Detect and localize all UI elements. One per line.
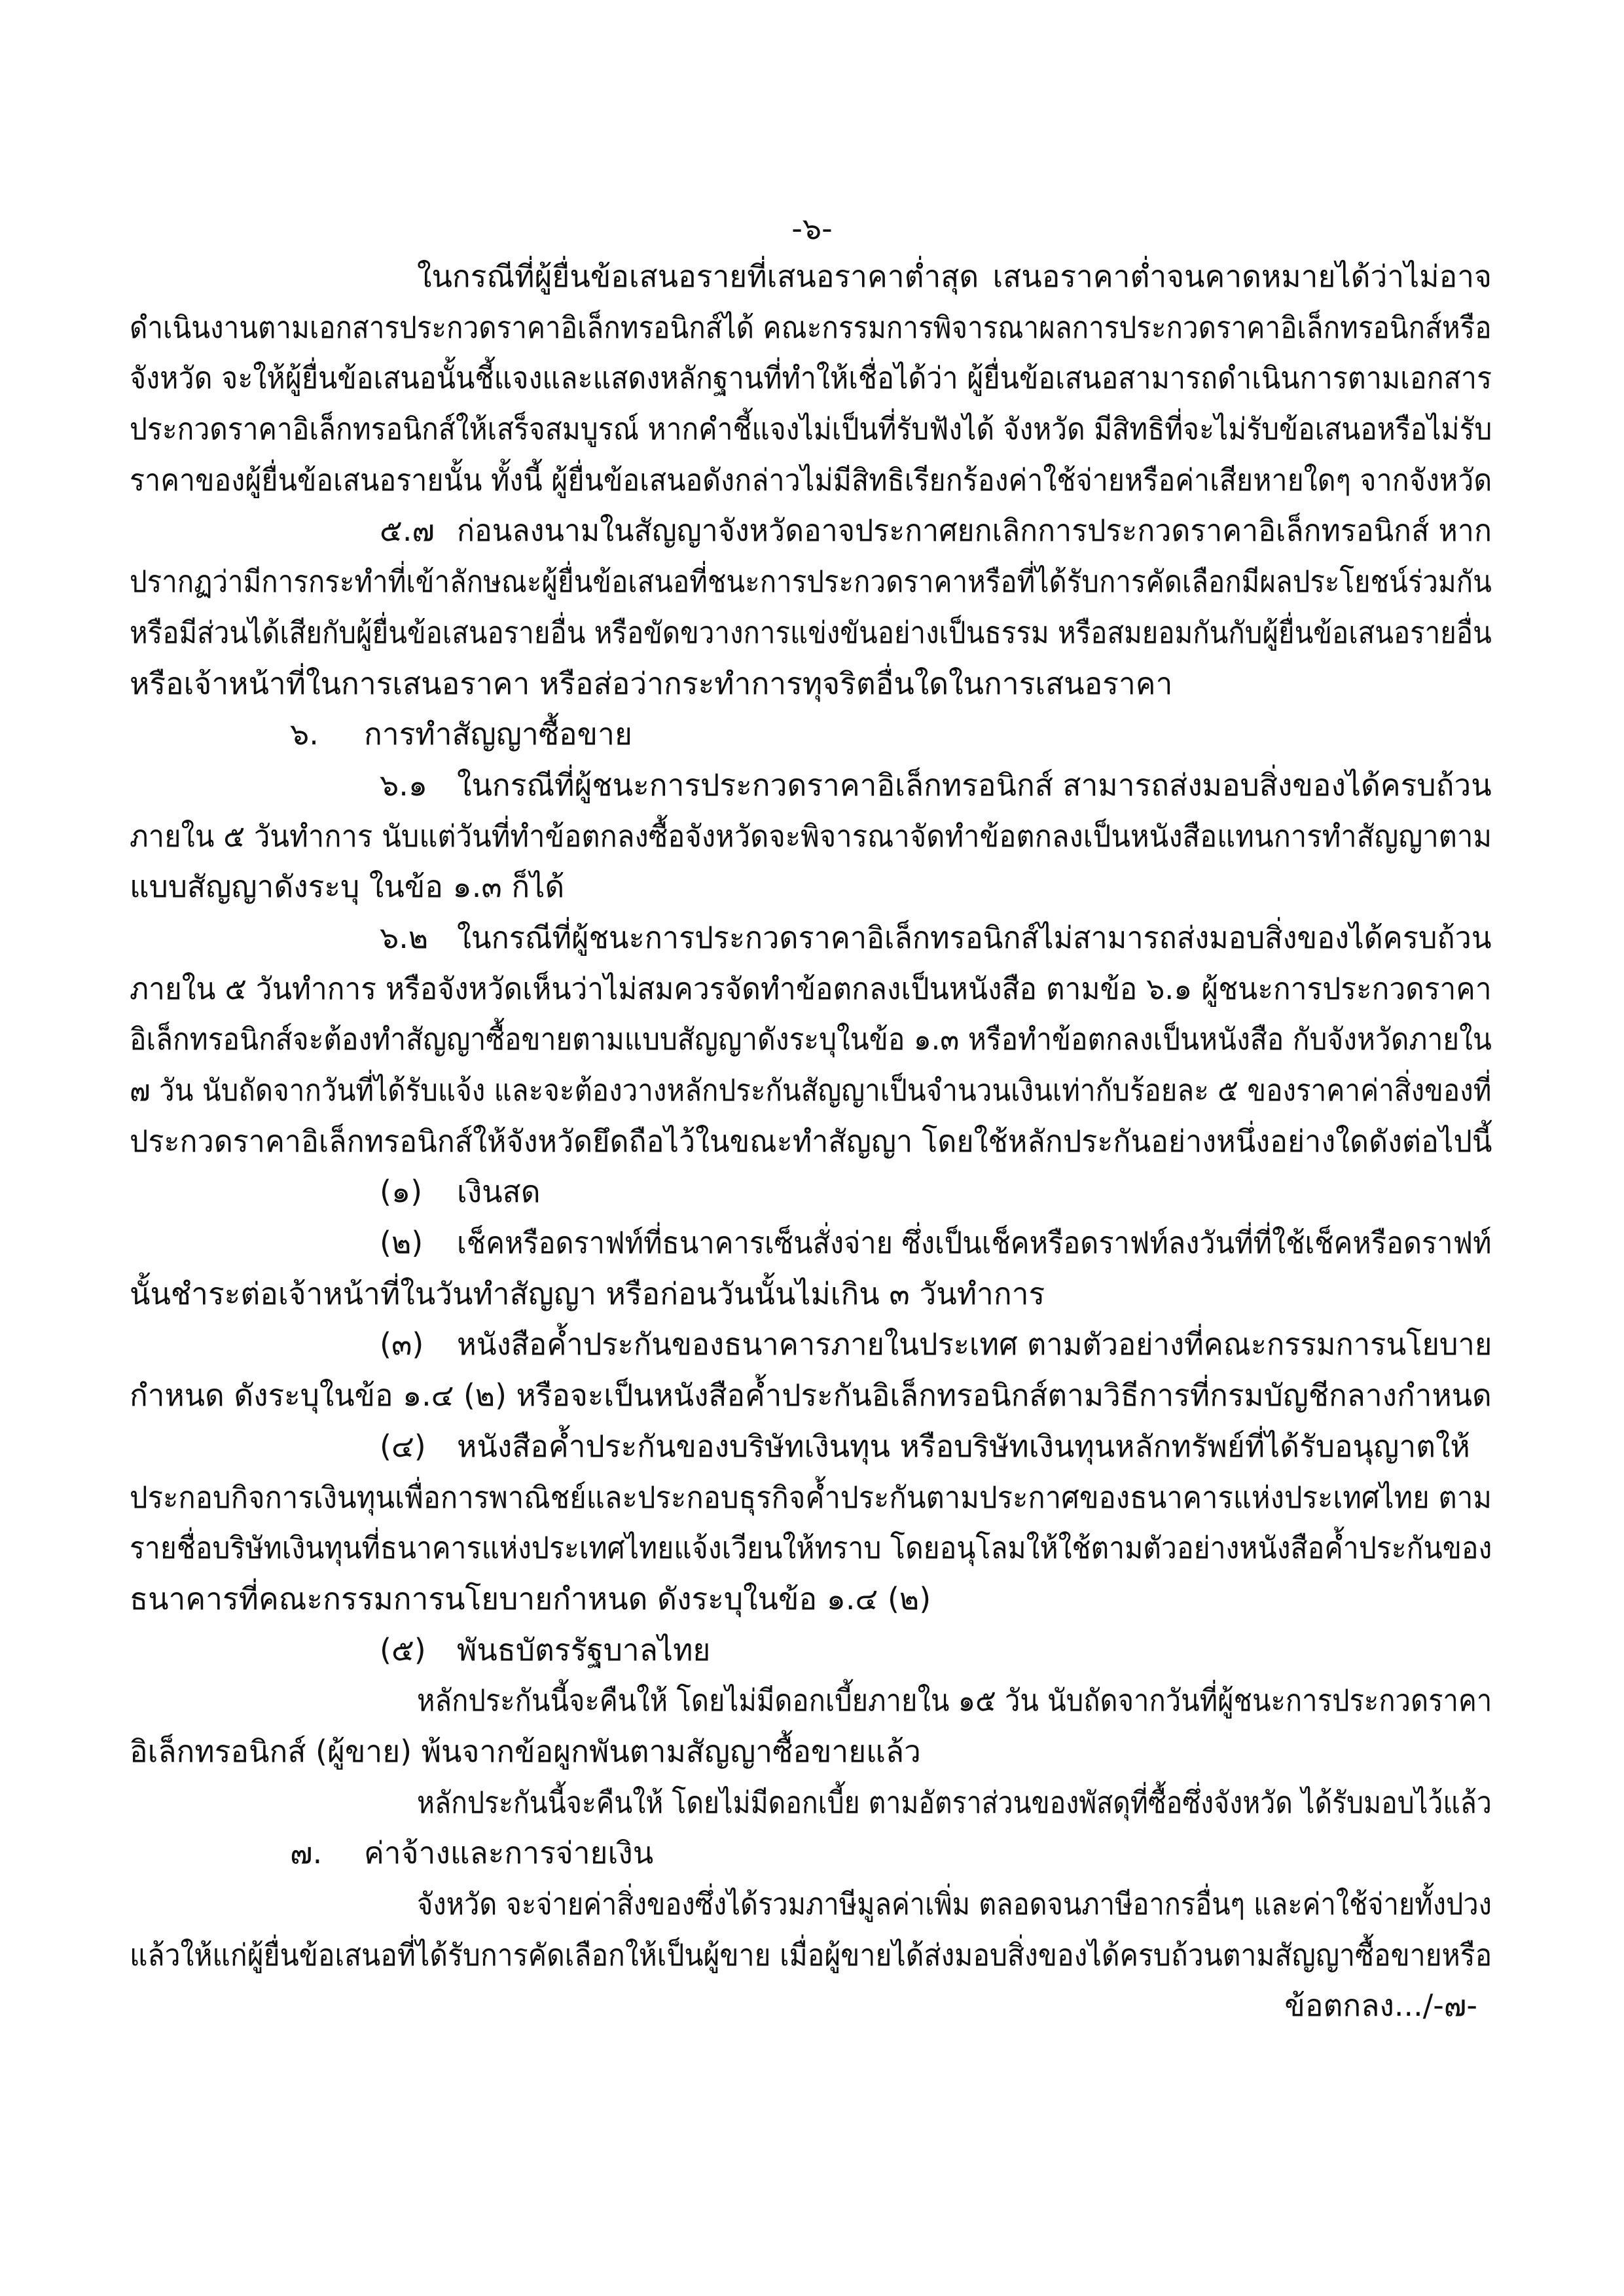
body-line: [130, 1014, 1492, 1065]
clause-text: หรือมีส่วนได้เสียกับผู้ยื่นข้อเสนอรายอื่น หรือขัดขวางการแข่งขันอย่างเป็นธรรม หรือสมยอมกันกับผู้ยื่นข้อเสนอรายอื่น: [130, 614, 1492, 650]
body-line: [130, 302, 1492, 354]
list-item: [130, 1167, 1492, 1218]
body-line: [130, 964, 1492, 1015]
body-line: [130, 862, 1492, 913]
clause-number: ๖.๒: [380, 919, 429, 955]
body-line: [130, 1065, 1492, 1116]
continuation-marker: ข้อตกลง.../-๗-: [1284, 1988, 1477, 2024]
clause-text: หรือเจ้าหน้าที่ในการเสนอราคา หรือส่อว่ากระทำการทุจริตอื่นใดในการเสนอราคา: [130, 665, 1173, 701]
item-number: (๒): [380, 1225, 424, 1261]
clause-text: อิเล็กทรอนิกส์จะต้องทำสัญญาซื้อขายตามแบบสัญญาดังระบุในข้อ ๑.๓ หรือทำข้อตกลงเป็นหนังสือ กับจังหวัดภายใน: [130, 1021, 1492, 1057]
body-line: [130, 1523, 1492, 1574]
body-line: [130, 1777, 1492, 1829]
clause-number: ๖.๑: [380, 767, 428, 803]
section-heading: [130, 1828, 1492, 1879]
clause-text: ก่อนลงนามในสัญญาจังหวัดอาจประกาศยกเลิกการประกวดราคาอิเล็กทรอนิกส์ หาก: [457, 513, 1492, 549]
body-line: [130, 608, 1492, 659]
paragraph-text: แล้วให้แก่ผู้ยื่นข้อเสนอที่ได้รับการคัดเลือกให้เป็นผู้ขาย เมื่อผู้ขายได้ส่งมอบสิ่งของได้ครบถ้วนตามสัญญาซื้อขายหรือ: [130, 1937, 1492, 1973]
paragraph-text: ประกวดราคาอิเล็กทรอนิกส์ให้เสร็จสมบูรณ์ หากคำชี้แจงไม่เป็นที่รับฟังได้ จังหวัด มีสิทธิที่จะไม่รับข้อเสนอหรือไม่รับ: [130, 411, 1492, 447]
clause-text: แบบสัญญาดังระบุ ในข้อ ๑.๓ ก็ได้: [130, 869, 565, 905]
paragraph-text: หลักประกันนี้จะคืนให้ โดยไม่มีดอกเบี้ย ตามอัตราส่วนของพัสดุที่ซื้อซึ่งจังหวัด ได้รับมอบไว้แล้ว: [417, 1784, 1492, 1820]
body-line: [130, 1726, 1492, 1777]
list-item: [130, 1218, 1492, 1269]
item-text: เช็คหรือดราฟท์ที่ธนาคารเซ็นสั่งจ่าย ซึ่งเป็นเช็คหรือดราฟท์ลงวันที่ที่ใช้เช็คหรือดราฟท์: [457, 1225, 1492, 1261]
body-line: [130, 1574, 1492, 1625]
body-line: [130, 659, 1492, 710]
item-number: (๑): [380, 1174, 423, 1210]
item-number: (๕): [380, 1631, 426, 1667]
clause-text: ในกรณีที่ผู้ชนะการประกวดราคาอิเล็กทรอนิกส์ไม่สามารถส่งมอบสิ่งของได้ครบถ้วน: [457, 919, 1492, 955]
item-text: รายชื่อบริษัทเงินทุนที่ธนาคารแห่งประเทศไทยแจ้งเวียนให้ทราบ โดยอนุโลมให้ใช้ตามตัวอย่างหนังสือค้ำประกันของ: [130, 1530, 1492, 1566]
list-item: [130, 1421, 1492, 1472]
clause-line: [130, 760, 1492, 811]
body-line: [130, 455, 1492, 506]
body-line: [130, 1930, 1492, 1981]
paragraph-text: ราคาของผู้ยื่นข้อเสนอรายนั้น ทั้งนี้ ผู้ยื่นข้อเสนอดังกล่าวไม่มีสิทธิเรียกร้องค่าใช้จ่ายหรือค่าเสียหายใดๆ จากจังหวัด: [130, 462, 1492, 498]
clause-line: [130, 913, 1492, 964]
item-text: หนังสือค้ำประกันของธนาคารภายในประเทศ ตามตัวอย่างที่คณะกรรมการนโยบาย: [457, 1326, 1492, 1362]
clause-text: ภายใน ๕ วันทำการ หรือจังหวัดเห็นว่าไม่สมควรจัดทำข้อตกลงเป็นหนังสือ ตามข้อ ๖.๑ ผู้ชนะการประกวดราคา: [130, 970, 1492, 1006]
section-title: การทำสัญญาซื้อขาย: [364, 716, 632, 752]
body-line: [130, 251, 1492, 302]
body-line: [130, 1269, 1492, 1320]
body-line: [130, 811, 1492, 862]
clause-text: ประกวดราคาอิเล็กทรอนิกส์ให้จังหวัดยึดถือไว้ในขณะทำสัญญา โดยใช้หลักประกันอย่างหนึ่งอย่างใดดังต่อไปนี้: [130, 1123, 1492, 1159]
item-number: (๓): [380, 1326, 424, 1362]
body-line: [130, 1675, 1492, 1726]
body-line: [130, 1370, 1492, 1421]
paragraph-text: อิเล็กทรอนิกส์ (ผู้ขาย) พ้นจากข้อผูกพันตามสัญญาซื้อขายแล้ว: [130, 1733, 921, 1769]
clause-text: ๗ วัน นับถัดจากวันที่ได้รับแจ้ง และจะต้องวางหลักประกันสัญญาเป็นจำนวนเงินเท่ากับร้อยละ ๕ ของราคาค่าสิ่งของที่: [130, 1072, 1492, 1108]
body-line: [130, 404, 1492, 455]
item-text: เงินสด: [457, 1174, 541, 1210]
item-text: นั้นชำระต่อเจ้าหน้าที่ในวันทำสัญญา หรือก่อนวันนั้นไม่เกิน ๓ วันทำการ: [130, 1275, 1045, 1311]
item-text: พันธบัตรรัฐบาลไทย: [457, 1631, 711, 1667]
clause-text: ปรากฏว่ามีการกระทำที่เข้าลักษณะผู้ยื่นข้อเสนอที่ชนะการประกวดราคาหรือที่ได้รับการคัดเลือกมีผลประโยชน์ร่วมกัน: [130, 564, 1492, 600]
item-text: ประกอบกิจการเงินทุนเพื่อการพาณิชย์และประกอบธุรกิจค้ำประกันตามประกาศของธนาคารแห่งประเทศไทย ตาม: [130, 1479, 1492, 1515]
item-text: กำหนด ดังระบุในข้อ ๑.๔ (๒) หรือจะเป็นหนังสือค้ำประกันอิเล็กทรอนิกส์ตามวิธีการที่กรมบัญชีกลางกำหนด: [130, 1377, 1492, 1413]
paragraph-text: ดำเนินงานตามเอกสารประกวดราคาอิเล็กทรอนิกส์ได้ คณะกรรมการพิจารณาผลการประกวดราคาอิเล็กทรอนิกส์หรือ: [130, 309, 1492, 345]
body-line: [130, 353, 1492, 404]
page-number: -๖-: [791, 211, 833, 246]
body-line: [130, 1116, 1492, 1167]
item-text: หนังสือค้ำประกันของบริษัทเงินทุน หรือบริษัทเงินทุนหลักทรัพย์ที่ได้รับอนุญาตให้: [457, 1428, 1470, 1464]
clause-text: ภายใน ๕ วันทำการ นับแต่วันที่ทำข้อตกลงซื้อจังหวัดจะพิจารณาจัดทำข้อตกลงเป็นหนังสือแทนการทำสัญญาตาม: [130, 818, 1492, 854]
clause-number: ๕.๗: [380, 513, 435, 549]
section-title: ค่าจ้างและการจ่ายเงิน: [364, 1835, 654, 1871]
paragraph-text: ในกรณีที่ผู้ยื่นข้อเสนอรายที่เสนอราคาต่ำสุด เสนอราคาต่ำจนคาดหมายได้ว่าไม่อาจ: [417, 259, 1492, 294]
clause-text: ในกรณีที่ผู้ชนะการประกวดราคาอิเล็กทรอนิกส์ สามารถส่งมอบสิ่งของได้ครบถ้วน: [457, 767, 1492, 803]
clause-line: [130, 505, 1492, 556]
section-number: ๗.: [290, 1835, 323, 1871]
list-item: [130, 1625, 1492, 1676]
body-line: [130, 556, 1492, 608]
item-text: ธนาคารที่คณะกรรมการนโยบายกำหนด ดังระบุในข้อ ๑.๔ (๒): [130, 1580, 931, 1616]
continuation-line: [130, 1980, 1492, 2032]
body-line: [130, 1879, 1492, 1930]
paragraph-text: หลักประกันนี้จะคืนให้ โดยไม่มีดอกเบี้ยภายใน ๑๕ วัน นับถัดจากวันที่ผู้ชนะการประกวดราคา: [417, 1683, 1492, 1719]
body-line: [130, 1472, 1492, 1523]
paragraph-text: จังหวัด จะให้ผู้ยื่นข้อเสนอนั้นชี้แจงและแสดงหลักฐานที่ทำให้เชื่อได้ว่า ผู้ยื่นข้อเสนอสามารถดำเนินการตามเอกสาร: [130, 360, 1492, 396]
item-number: (๔): [380, 1428, 426, 1464]
document-body: [130, 251, 1492, 2032]
section-number: ๖.: [290, 716, 319, 752]
section-heading: [130, 709, 1492, 760]
list-item: [130, 1319, 1492, 1370]
paragraph-text: จังหวัด จะจ่ายค่าสิ่งของซึ่งได้รวมภาษีมูลค่าเพิ่ม ตลอดจนภาษีอากรอื่นๆ และค่าใช้จ่ายทั้งปวง: [417, 1886, 1492, 1922]
